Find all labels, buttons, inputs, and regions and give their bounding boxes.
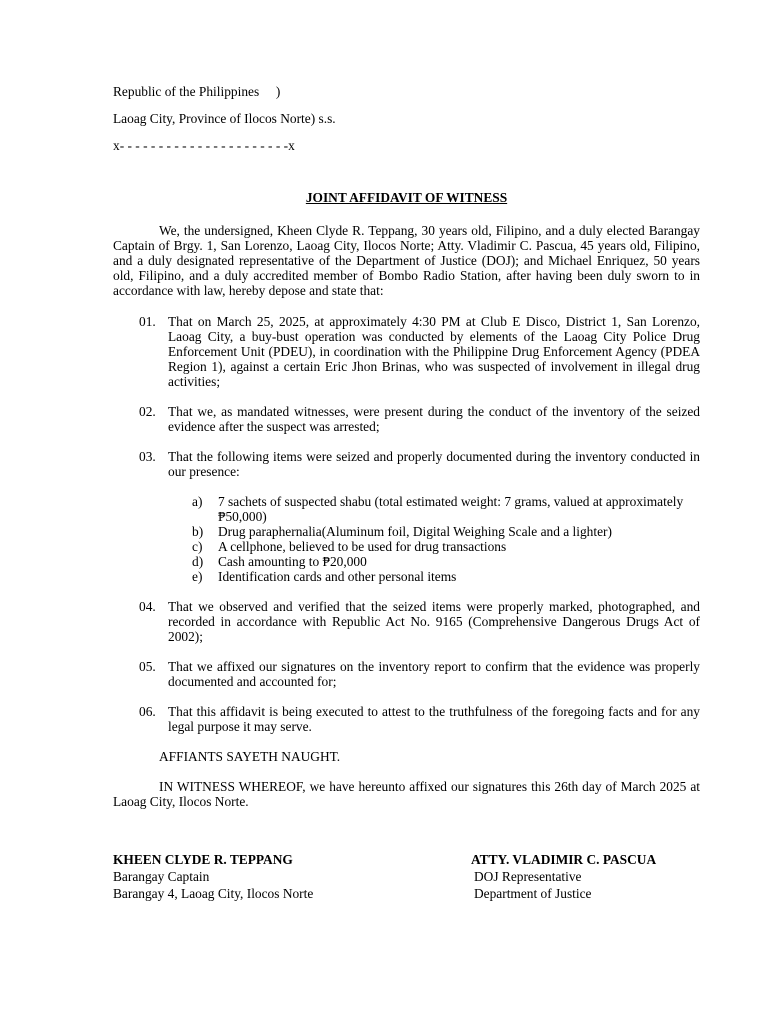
signatory-block-captain <box>113 851 413 902</box>
seized-item-text: Identification cards and other personal items <box>218 569 457 584</box>
seized-item <box>168 539 700 554</box>
signatory-office: Department of Justice <box>474 886 592 901</box>
seized-item-text: A cellphone, believed to be used for drug transactions <box>218 539 507 554</box>
intro-paragraph: We, the undersigned, Kheen Clyde R. Teppang, 30 years old, Filipino, and a duly elected Barangay Captain of Brgy. 1, San Lorenzo, Laoag City, Ilocos Norte; Atty. Vladimir C. Pascua, 45 years old, Filipino, and a duly designated representative of the Department of Justice (DOJ); and Michael Enriquez, 50 years old, Filipino, and a duly accredited member of Bombo Radio Station, after having been duly sworn to in accordance with law, hereby depose and state that: <box>113 223 700 298</box>
witness-paragraph: IN WITNESS WHEREOF, we have hereunto affixed our signatures this 26th day of March 2025 at Laoag City, Ilocos Norte. <box>113 779 700 809</box>
signatory-name: ATTY. VLADIMIR C. PASCUA <box>471 852 657 867</box>
seized-item <box>168 494 700 524</box>
seized-item <box>168 524 700 539</box>
seized-item-letter: a) <box>192 494 203 509</box>
statement-item <box>113 704 700 734</box>
header-venue: Laoag City, Province of Ilocos Norte) s.s. <box>113 111 336 126</box>
statement-item <box>113 404 700 434</box>
statement-text: That we observed and verified that the seized items were properly marked, photographed, and recorded in accordance with Republic Act No. 9165 (Comprehensive Dangerous Drugs Act of 2002); <box>168 599 700 644</box>
seized-items-list <box>168 494 700 584</box>
seized-item-text: Drug paraphernalia(Aluminum foil, Digital Weighing Scale and a lighter) <box>218 524 612 539</box>
statement-text: That the following items were seized and properly documented during the inventory conducted in our presence: <box>168 449 700 479</box>
affidavit-document <box>113 84 700 809</box>
statement-text: That we affixed our signatures on the inventory report to confirm that the evidence was properly documented and accounted for; <box>168 659 700 689</box>
statement-number: 06. <box>139 704 156 719</box>
statement-text: That this affidavit is being executed to attest to the truthfulness of the foregoing facts and for any legal purpose it may serve. <box>168 704 700 734</box>
seized-item-letter: c) <box>192 539 203 554</box>
signatory-title: DOJ Representative <box>474 869 582 884</box>
statement-number: 02. <box>139 404 156 419</box>
header-separator: x- - - - - - - - - - - - - - - - - - - - - -x <box>113 138 295 153</box>
statement-number: 04. <box>139 599 156 614</box>
seized-item-text: 7 sachets of suspected shabu (total estimated weight: 7 grams, valued at approximately ₱50,000) <box>218 494 684 524</box>
signatory-block-doj <box>471 851 768 902</box>
statement-list <box>113 314 700 734</box>
header-republic: Republic of the Philippines ) <box>113 84 281 99</box>
seized-item <box>168 569 700 584</box>
statement-number: 03. <box>139 449 156 464</box>
statement-item <box>113 449 700 584</box>
statement-item <box>113 599 700 644</box>
statement-number: 05. <box>139 659 156 674</box>
seized-item-text: Cash amounting to ₱20,000 <box>218 554 367 569</box>
statement-text: That we, as mandated witnesses, were present during the conduct of the inventory of the seized evidence after the suspect was arrested; <box>168 404 700 434</box>
seized-item-letter: e) <box>192 569 203 584</box>
signatory-title: Barangay Captain <box>113 869 210 884</box>
statement-number: 01. <box>139 314 156 329</box>
statement-item <box>113 314 700 389</box>
document-title: JOINT AFFIDAVIT OF WITNESS <box>305 190 508 205</box>
statement-text: That on March 25, 2025, at approximately 4:30 PM at Club E Disco, District 1, San Lorenzo, Laoag City, a buy-bust operation was conducted by elements of the Laoag City Police Drug Enforcement Unit (PDEU), in coordination with the Philippine Drug Enforcement Agency (PDEA Region 1), against a certain Eric Jhon Brinas, who was suspected of involvement in illegal drug activities; <box>168 314 700 389</box>
seized-item-letter: b) <box>192 524 204 539</box>
statement-item <box>113 659 700 689</box>
affiants-statement: AFFIANTS SAYETH NAUGHT. <box>159 749 341 764</box>
signatory-name: KHEEN CLYDE R. TEPPANG <box>113 852 293 867</box>
signatory-office: Barangay 4, Laoag City, Ilocos Norte <box>113 886 314 901</box>
seized-item-letter: d) <box>192 554 204 569</box>
seized-item <box>168 554 700 569</box>
